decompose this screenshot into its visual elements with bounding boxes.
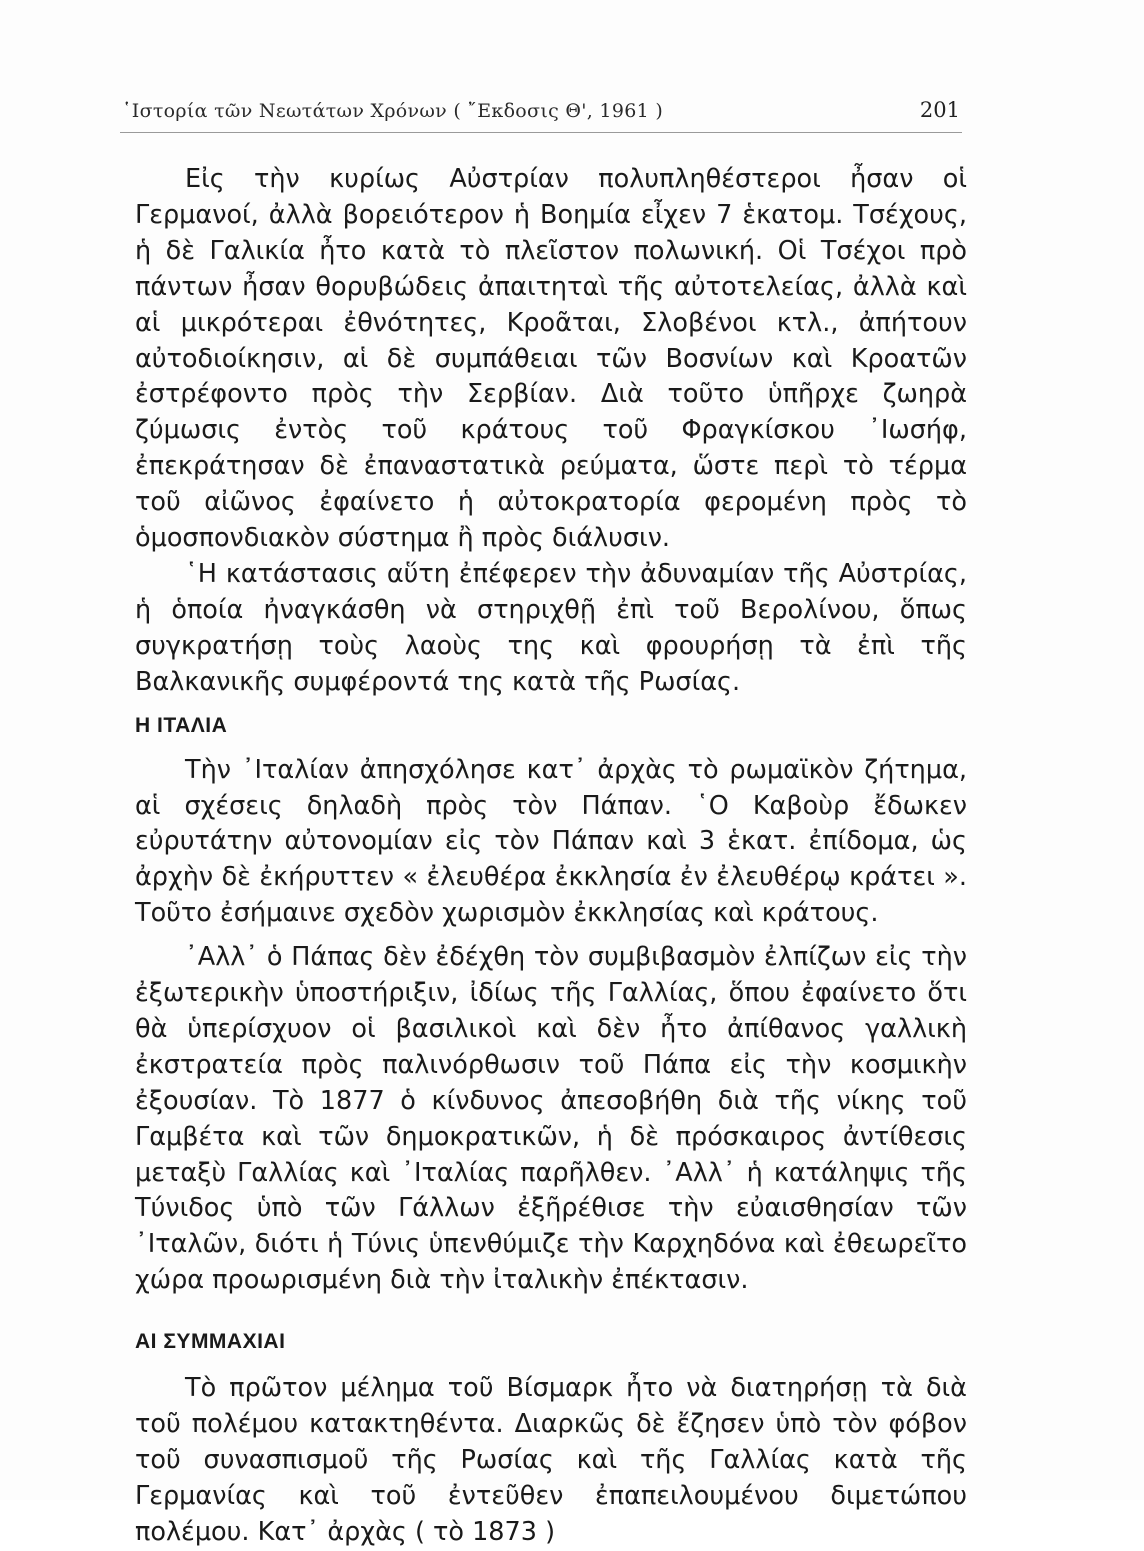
paragraph-austria-nationalities: Εἰς τὴν κυρίως Αὐστρίαν πολυπληθέστεροι ἦσαν οἱ Γερμανοί, ἀλλὰ βορειότερον ἡ Βοημία εἶχεν 7 ἑκατομ. Τσέχους, ἡ δὲ Γαλικία ἦτο κατὰ τὸ πλεῖστον πολωνική. Οἱ Τσέχοι πρὸ πάντων ἦσαν θορυβώδεις ἀπαιτηταὶ τῆς αὐτοτελείας, ἀλλὰ καὶ αἱ μικρότεραι ἐθνότητες, Κροᾶται, Σλοβένοι κτλ., ἀπήτουν αὐτοδιοίκησιν, αἱ δὲ συμπάθειαι τῶν Βοσνίων καὶ Κροατῶν ἐστρέφοντο πρὸς τὴν Σερβίαν. Διὰ τοῦτο ὑπῆρχε ζωηρὰ ζύμωσις ἐντὸς τοῦ κράτους τοῦ Φραγκίσκου ᾿Ιωσήφ, ἐπεκράτησαν δὲ ἐπαναστατικὰ ρεύματα, ὥστε περὶ τὸ τέρμα τοῦ αἰῶνος ἐφαίνετο ἡ αὐτοκρατορία φερομένη πρὸς τὸ ὁμοσπονδιακὸν σύστημα ἢ πρὸς διάλυσιν. (135, 164, 967, 554)
body-text (135, 162, 967, 1551)
paragraph-roman-question: Τὴν ᾿Ιταλίαν ἀπησχόλησε κατ᾿ ἀρχὰς τὸ ρωμαϊκὸν ζήτημα, αἱ σχέσεις δηλαδὴ πρὸς τὸν Πάπαν. ῾Ο Καβοὺρ ἔδωκεν εὐρυτάτην αὐτονομίαν εἰς τὸν Πάπαν καὶ 3 ἑκατ. ἐπίδομα, ὡς ἀρχὴν δὲ ἐκήρυττεν « ἐλευθέρα ἐκκλησία ἐν ἐλευθέρῳ κράτει ». Τοῦτο ἐσήμαινε σχεδὸν χωρισμὸν ἐκκλησίας καὶ κράτους. (135, 754, 967, 929)
paragraph-pope-refusal: ᾿Αλλ᾿ ὁ Πάπας δὲν ἐδέχθη τὸν συμβιβασμὸν ἐλπίζων εἰς τὴν ἐξωτερικὴν ὑποστήριξιν, ἰδίως τῆς Γαλλίας, ὅπου ἐφαίνετο ὅτι θὰ ὑπερίσχυον οἱ βασιλικοὶ καὶ δὲν ἦτο ἀπίθανος γαλλικὴ ἐκστρατεία πρὸς παλινόρθωσιν τοῦ Πάπα εἰς τὴν κοσμικὴν ἐξουσίαν. Τὸ 1877 ὁ κίνδυνος ἀπεσοβήθη διὰ τῆς νίκης τοῦ Γαμβέτα καὶ τῶν δημοκρατικῶν, ἡ δὲ πρόσκαιρος ἀντίθεσις μεταξὺ Γαλλίας καὶ ᾿Ιταλίας παρῆλθεν. ᾿Αλλ᾿ ἡ κατάληψις τῆς Τύνιδος ὑπὸ τῶν Γάλλων ἐξῆρέθισε τὴν εὐαισθησίαν τῶν ᾿Ιταλῶν, διότι ἡ Τύνις ὑπενθύμιζε τὴν Καρχηδόνα καὶ ἐθεωρεῖτο χώρα προωρισμένη διὰ τὴν ἰταλικὴν ἐπέκτασιν. (135, 942, 967, 1296)
paragraph-bismarck-alliances: Τὸ πρῶτον μέλημα τοῦ Βίσμαρκ ἦτο νὰ διατηρήσῃ τὰ διὰ τοῦ πολέμου κατακτηθέντα. Διαρκῶς δὲ ἔζησεν ὑπὸ τὸν φόβον τοῦ συνασπισμοῦ τῆς Ρωσίας καὶ τῆς Γαλλίας κατὰ τῆς Γερμανίας καὶ τοῦ ἐντεῦθεν ἐπαπειλουμένου διμετώπου πολέμου. Κατ᾿ ἀρχὰς ( τὸ 1873 ) (135, 1373, 967, 1547)
running-title: ῾Ιστορία τῶν Νεωτάτων Χρόνων ( ῎Εκδοσις Θ', 1961 ) (122, 100, 664, 122)
paragraph-austria-weakness: ῾Η κατάστασις αὕτη ἐπέφερεν τὴν ἀδυναμίαν τῆς Αὐστρίας, ἡ ὁποία ἠναγκάσθη νὰ στηριχθῇ ἐπὶ τοῦ Βερολίνου, ὅπως συγκρατήσῃ τοὺς λαοὺς της καὶ φρουρήσῃ τὰ ἐπὶ τῆς Βαλκανικῆς συμφέροντά της κατὰ τῆς Ρωσίας. (135, 558, 967, 697)
section-title-italy: Η ΙΤΑΛΙΑ (135, 713, 228, 737)
page-number: 201 (919, 98, 960, 122)
page-header (120, 96, 962, 133)
section-title-alliances: ΑΙ ΣΥΜΜΑΧΙΑΙ (135, 1330, 286, 1354)
